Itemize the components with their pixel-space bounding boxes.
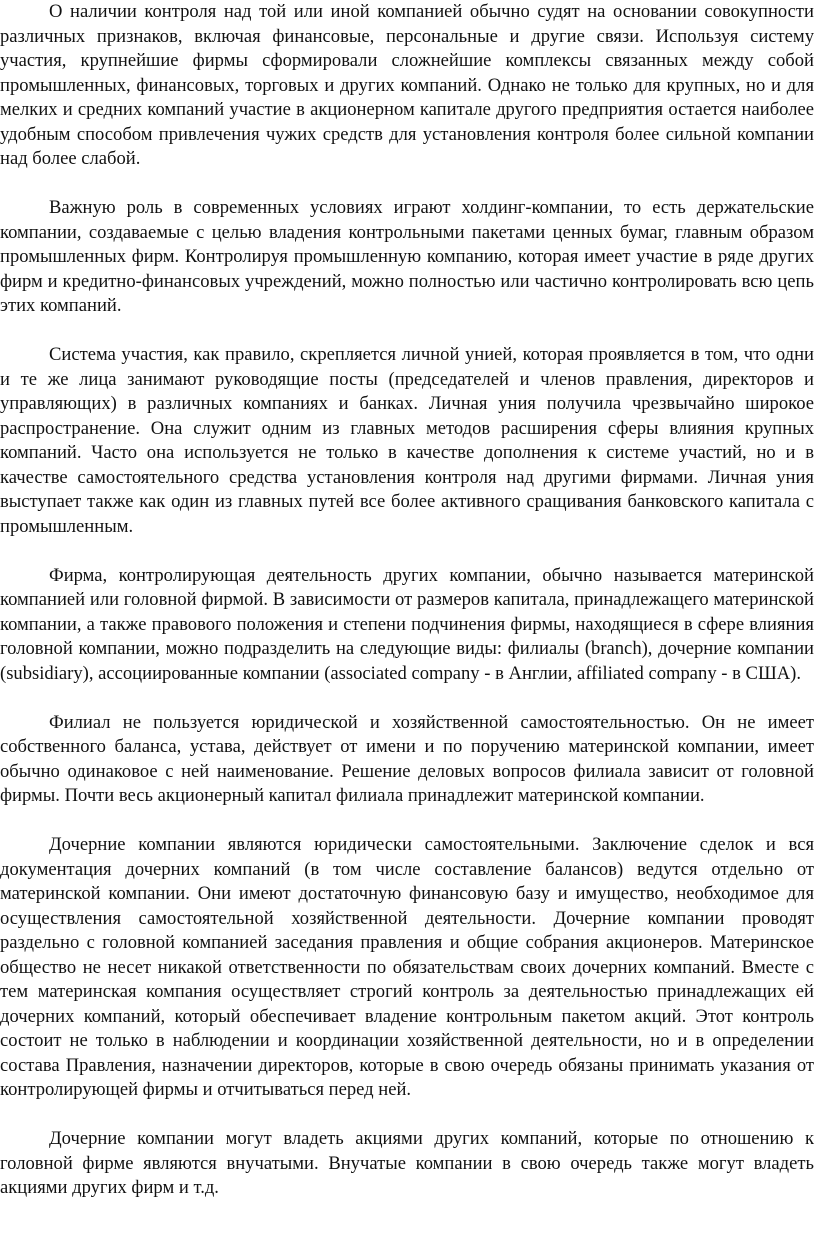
paragraph-branch: Филиал не пользуется юридической и хозяйственной самостоятельностью. Он не имеет собственного баланса, устава, действует от имени и по поручению материнской компании, имеет обычно одинаковое с ней наименование. Решение деловых вопросов филиала зависит от головной фирмы. Почти весь акционерный капитал филиала принадлежит материнской компании. [0,711,814,806]
paragraph-subsidiaries: Дочерние компании являются юридически самостоятельными. Заключение сделок и вся документация дочерних компаний (в том числе составление балансов) ведутся отдельно от материнской компании. Они имеют достаточную финансовую базу и имущество, необходимое для осуществления самостоятельной хозяйственной деятельности. Дочерние компании проводят раздельно с головной компанией заседания правления и общие собрания акционеров. Материнское общество не несет никакой ответственности по обязательствам своих дочерних компаний. Вместе с тем материнская компания осуществляет строгий контроль за деятельностью принадлежащих ей дочерних компаний, который обеспечивает владение контрольным пакетом акций. Этот контроль состоит не только в наблюдении и координации хозяйственной деятельности, но и в определении состава Правления, назначении директоров, которые в свою очередь обязаны принимать указания от контролирующей фирмы и отчитываться перед ней. [0,834,814,1100]
paragraph-personal-union: Система участия, как правило, скрепляется личной унией, которая проявляется в том, что одни и те же лица занимают руководящие посты (председателей и членов правления, директоров и управляющих) в различных компаниях и банках. Личная уния получила чрезвычайно широкое распространение. Она служит одним из главных методов расширения сферы влияния крупных компаний. Часто она используется не только в качестве дополнения к системе участий, но и в качестве самостоятельного средства установления контроля над другими фирмами. Личная уния выступает также как один из главных путей все более активного сращивания банковского капитала с промышленным. [0,344,814,537]
paragraph-holding-companies: Важную роль в современных условиях играют холдинг-компании, то есть держательские компании, создаваемые с целью владения контрольными пакетами ценных бумаг, главным образом промышленных фирм. Контролируя промышленную компанию, которая имеет участие в ряде других фирм и кредитно-финансовых учреждений, можно полностью или частично контролировать всю цепь этих компаний. [0,197,814,316]
paragraph-grandchild-companies: Дочерние компании могут владеть акциями других компаний, которые по отношению к головной фирме являются внучатыми. Внучатые компании в свою очередь также могут владеть акциями других фирм и т.д. [0,1128,814,1198]
paragraph-parent-company: Фирма, контролирующая деятельность других компании, обычно называется материнской компанией или головной фирмой. В зависимости от размеров капитала, принадлежащего материнской компании, а также правового положения и степени подчинения фирмы, находящиеся в сфере влияния головной компании, можно подразделить на следующие виды: филиалы (branch), дочерние компании (subsidiary), ассоциированные компании (associated company - в Англии, affiliated company - в США). [0,564,814,684]
paragraph-control-signs: О наличии контроля над той или иной компанией обычно судят на основании совокупности различных признаков, включая финансовые, персональные и другие связи. Используя систему участия, крупнейшие фирмы сформировали сложнейшие комплексы связанных между собой промышленных, финансовых, торговых и других компаний. Однако не только для крупных, но и для мелких и средних компаний участие в акционерном капитале другого предприятия остается наиболее удобным способом привлечения чужих средств для установления контроля более сильной компании над более слабой. [0,1,814,169]
